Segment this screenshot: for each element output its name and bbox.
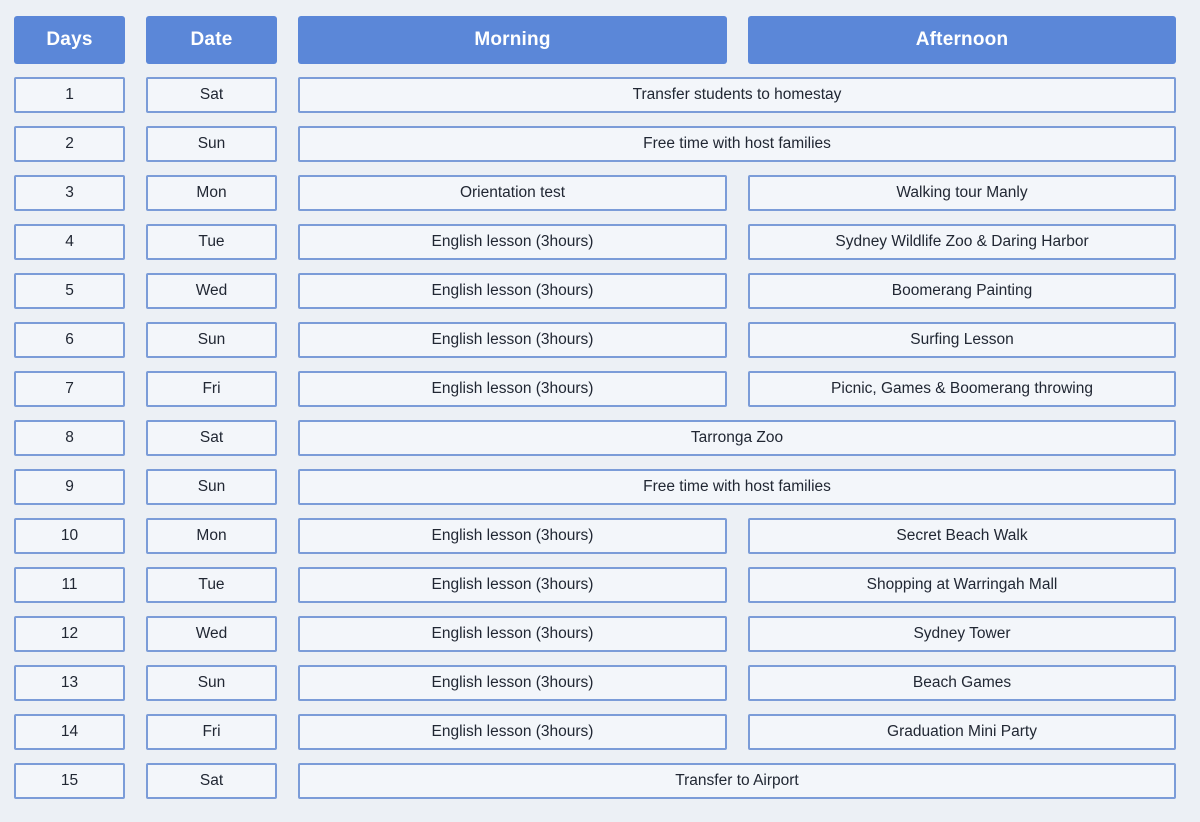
date-cell: Tue (146, 224, 277, 260)
header-morning: Morning (298, 16, 727, 64)
afternoon-cell: Surfing Lesson (748, 322, 1176, 358)
morning-cell: English lesson (3hours) (298, 224, 727, 260)
date-cell: Sun (146, 469, 277, 505)
afternoon-cell: Sydney Tower (748, 616, 1176, 652)
afternoon-cell: Boomerang Painting (748, 273, 1176, 309)
date-cell: Sat (146, 763, 277, 799)
date-cell: Sun (146, 665, 277, 701)
date-cell: Mon (146, 175, 277, 211)
afternoon-cell: Beach Games (748, 665, 1176, 701)
day-cell: 12 (14, 616, 125, 652)
date-cell: Sun (146, 126, 277, 162)
morning-cell: English lesson (3hours) (298, 567, 727, 603)
afternoon-cell: Shopping at Warringah Mall (748, 567, 1176, 603)
afternoon-cell: Graduation Mini Party (748, 714, 1176, 750)
day-cell: 5 (14, 273, 125, 309)
day-cell: 15 (14, 763, 125, 799)
morning-cell: English lesson (3hours) (298, 273, 727, 309)
day-cell: 7 (14, 371, 125, 407)
day-cell: 14 (14, 714, 125, 750)
morning-cell: English lesson (3hours) (298, 518, 727, 554)
day-cell: 2 (14, 126, 125, 162)
date-cell: Fri (146, 371, 277, 407)
date-cell: Wed (146, 616, 277, 652)
day-cell: 9 (14, 469, 125, 505)
header-date: Date (146, 16, 277, 64)
morning-cell: English lesson (3hours) (298, 371, 727, 407)
morning-cell: English lesson (3hours) (298, 322, 727, 358)
date-cell: Fri (146, 714, 277, 750)
day-cell: 10 (14, 518, 125, 554)
day-cell: 8 (14, 420, 125, 456)
date-cell: Mon (146, 518, 277, 554)
header-afternoon: Afternoon (748, 16, 1176, 64)
morning-cell: Orientation test (298, 175, 727, 211)
morning-cell: English lesson (3hours) (298, 616, 727, 652)
merged-activity-cell: Tarronga Zoo (298, 420, 1176, 456)
day-cell: 1 (14, 77, 125, 113)
day-cell: 6 (14, 322, 125, 358)
merged-activity-cell: Transfer to Airport (298, 763, 1176, 799)
morning-cell: English lesson (3hours) (298, 714, 727, 750)
afternoon-cell: Sydney Wildlife Zoo & Daring Harbor (748, 224, 1176, 260)
merged-activity-cell: Transfer students to homestay (298, 77, 1176, 113)
day-cell: 13 (14, 665, 125, 701)
afternoon-cell: Secret Beach Walk (748, 518, 1176, 554)
day-cell: 4 (14, 224, 125, 260)
merged-activity-cell: Free time with host families (298, 469, 1176, 505)
date-cell: Sat (146, 77, 277, 113)
date-cell: Sun (146, 322, 277, 358)
merged-activity-cell: Free time with host families (298, 126, 1176, 162)
date-cell: Wed (146, 273, 277, 309)
header-days: Days (14, 16, 125, 64)
day-cell: 11 (14, 567, 125, 603)
date-cell: Tue (146, 567, 277, 603)
day-cell: 3 (14, 175, 125, 211)
afternoon-cell: Picnic, Games & Boomerang throwing (748, 371, 1176, 407)
afternoon-cell: Walking tour Manly (748, 175, 1176, 211)
date-cell: Sat (146, 420, 277, 456)
morning-cell: English lesson (3hours) (298, 665, 727, 701)
